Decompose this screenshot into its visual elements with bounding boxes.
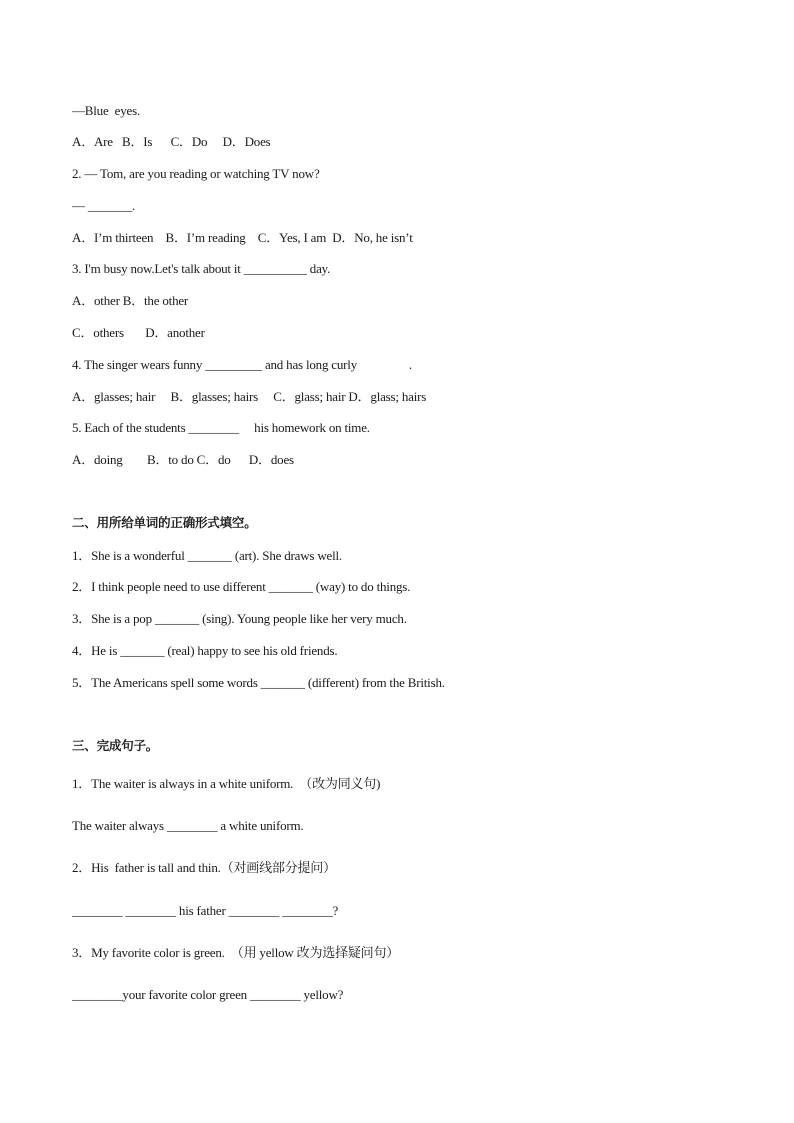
q3-options-ab: A．other B．the other <box>72 293 189 308</box>
s2-item-3: 3．She is a pop _______ (sing). Young people like her very much. <box>72 611 407 626</box>
s3-item-1-answer: The waiter always ________ a white uniform. <box>72 818 304 833</box>
q5-options: A．doing B．to do C．do D．does <box>72 452 294 467</box>
q3-options-cd: C．others D．another <box>72 325 205 340</box>
section-2-heading: 二、用所给单词的正确形式填空。 <box>72 515 257 530</box>
q2-blank-line: — _______. <box>72 198 136 213</box>
s3-item-3-answer: ________your favorite color green ________ yellow? <box>72 987 344 1002</box>
q4-options: A．glasses; hair B．glasses; hairs C．glass; hair D．glass; hairs <box>72 389 427 404</box>
q4-question: 4. The singer wears funny _________ and has long curly . <box>72 357 412 372</box>
s2-item-5: 5．The Americans spell some words _______ (different) from the British. <box>72 675 445 690</box>
section-3-heading: 三、完成句子。 <box>72 738 159 753</box>
s3-item-1: 1．The waiter is always in a white uniform. （改为同义句) <box>72 776 381 791</box>
s3-item-3: 3．My favorite color is green. （用 yellow 改为选择疑问句） <box>72 945 400 960</box>
q5-question: 5. Each of the students ________ his homework on time. <box>72 420 370 435</box>
s2-item-4: 4．He is _______ (real) happy to see his old friends. <box>72 643 338 658</box>
s3-item-2-answer: ________ ________ his father ________ ________? <box>72 903 339 918</box>
s2-item-2: 2．I think people need to use different _______ (way) to do things. <box>72 579 411 594</box>
s2-item-1: 1．She is a wonderful _______ (art). She draws well. <box>72 548 342 563</box>
q2-question: 2. — Tom, are you reading or watching TV now? <box>72 166 320 181</box>
answer-line-blue-eyes: —Blue eyes. <box>72 103 141 118</box>
s3-item-2: 2．His father is tall and thin.（对画线部分提问） <box>72 860 336 875</box>
q3-question: 3. I'm busy now.Let's talk about it __________ day. <box>72 261 331 276</box>
q1-options: A．Are B．Is C．Do D．Does <box>72 134 271 149</box>
q2-options: A．I’m thirteen B．I’m reading C．Yes, I am D．No, he isn’t <box>72 230 413 245</box>
